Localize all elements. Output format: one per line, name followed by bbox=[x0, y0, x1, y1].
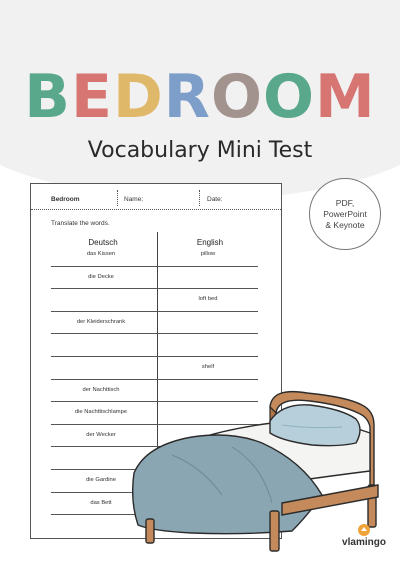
german-word: der Wecker bbox=[86, 431, 116, 438]
german-word: der Kleiderschrank bbox=[76, 318, 126, 325]
brand-name: vlamingo bbox=[342, 537, 386, 548]
brand-logo bbox=[334, 524, 394, 548]
worksheet-instruction: Translate the words. bbox=[51, 220, 110, 227]
german-word: das Kissen bbox=[86, 251, 116, 257]
title-letter: B bbox=[24, 62, 71, 132]
english-word: pillow bbox=[200, 251, 216, 257]
title-letter: M bbox=[315, 62, 376, 132]
vocab-row bbox=[51, 357, 258, 380]
page-title bbox=[0, 62, 400, 132]
title-letter: O bbox=[211, 62, 264, 132]
flamingo-logo-icon bbox=[358, 524, 370, 536]
header-separator bbox=[117, 190, 118, 206]
title-letter: D bbox=[112, 62, 164, 132]
name-label: Name: bbox=[124, 196, 144, 203]
title-letter: R bbox=[163, 62, 211, 132]
worksheet-header bbox=[31, 184, 281, 210]
page-subtitle: Vocabulary Mini Test bbox=[87, 138, 313, 163]
badge-line-1: PDF, bbox=[335, 197, 355, 208]
vocab-row bbox=[51, 334, 258, 357]
worksheet-topic: Bedroom bbox=[51, 196, 80, 203]
column-header-english: English bbox=[196, 238, 224, 247]
english-word: shelf bbox=[201, 364, 215, 370]
date-label: Date: bbox=[207, 196, 223, 203]
vocab-row bbox=[51, 244, 258, 267]
title-letter: E bbox=[70, 62, 113, 132]
german-word: das Bett bbox=[90, 499, 112, 506]
vocab-row bbox=[51, 312, 258, 335]
vocab-row bbox=[51, 267, 258, 290]
english-word: loft bed bbox=[198, 296, 218, 303]
german-word: der Nachttisch bbox=[82, 386, 120, 393]
badge-line-2: PowerPoint bbox=[323, 208, 367, 219]
badge-line-3: & Keynote bbox=[325, 219, 365, 230]
header-separator bbox=[199, 190, 200, 206]
column-header-german: Deutsch bbox=[88, 238, 118, 247]
format-badge bbox=[309, 178, 381, 250]
german-word: die Gardine bbox=[86, 477, 116, 483]
german-word: die Decke bbox=[88, 273, 114, 280]
title-letter: O bbox=[263, 62, 316, 132]
german-word: die Nachttischlampe bbox=[74, 409, 128, 416]
vocab-row bbox=[51, 289, 258, 312]
